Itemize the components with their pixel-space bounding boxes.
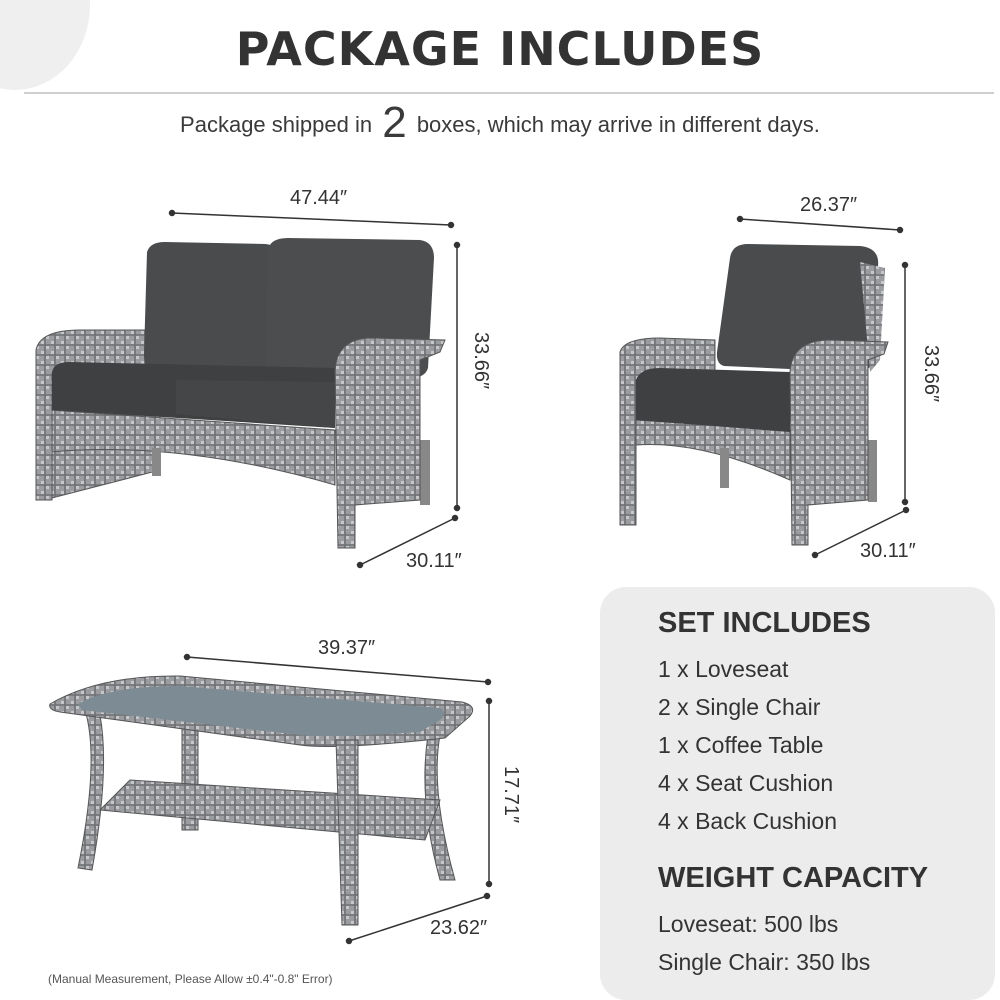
weight-capacity-heading: WEIGHT CAPACITY <box>658 862 929 894</box>
set-item: 1 x Coffee Table <box>658 732 824 758</box>
chair-width-label: 26.37″ <box>800 194 858 216</box>
set-item: 4 x Seat Cushion <box>658 770 834 796</box>
chair-illustration <box>620 244 888 545</box>
loveseat-height-label: 33.66″ <box>470 332 492 390</box>
shipping-note-suffix: boxes, which may arrive in different days. <box>416 112 820 137</box>
table-height-label: 17.71″ <box>500 766 522 824</box>
set-info-panel <box>600 587 995 1000</box>
table-width-label: 39.37″ <box>318 637 376 659</box>
set-item: 4 x Back Cushion <box>658 808 837 834</box>
box-count: 2 <box>382 98 407 147</box>
loveseat-depth-label: 30.11″ <box>406 550 462 572</box>
set-item: 1 x Loveseat <box>658 656 789 682</box>
coffee-table-illustration <box>50 676 473 925</box>
set-includes-heading: SET INCLUDES <box>658 607 871 639</box>
page-title: PACKAGE INCLUDES <box>235 22 765 76</box>
measurement-footnote: (Manual Measurement, Please Allow ±0.4"-0.8" Error) <box>48 972 333 986</box>
chair-depth-label: 30.11″ <box>860 540 916 562</box>
capacity-item: Single Chair: 350 lbs <box>658 949 871 975</box>
set-item: 2 x Single Chair <box>658 694 821 720</box>
loveseat-illustration <box>36 238 445 548</box>
table-depth-label: 23.62″ <box>430 917 488 939</box>
shipping-note-prefix: Package shipped in <box>180 112 373 137</box>
capacity-item: Loveseat: 500 lbs <box>658 911 839 937</box>
loveseat-width-label: 47.44″ <box>290 187 348 209</box>
chair-height-label: 33.66″ <box>920 345 942 403</box>
